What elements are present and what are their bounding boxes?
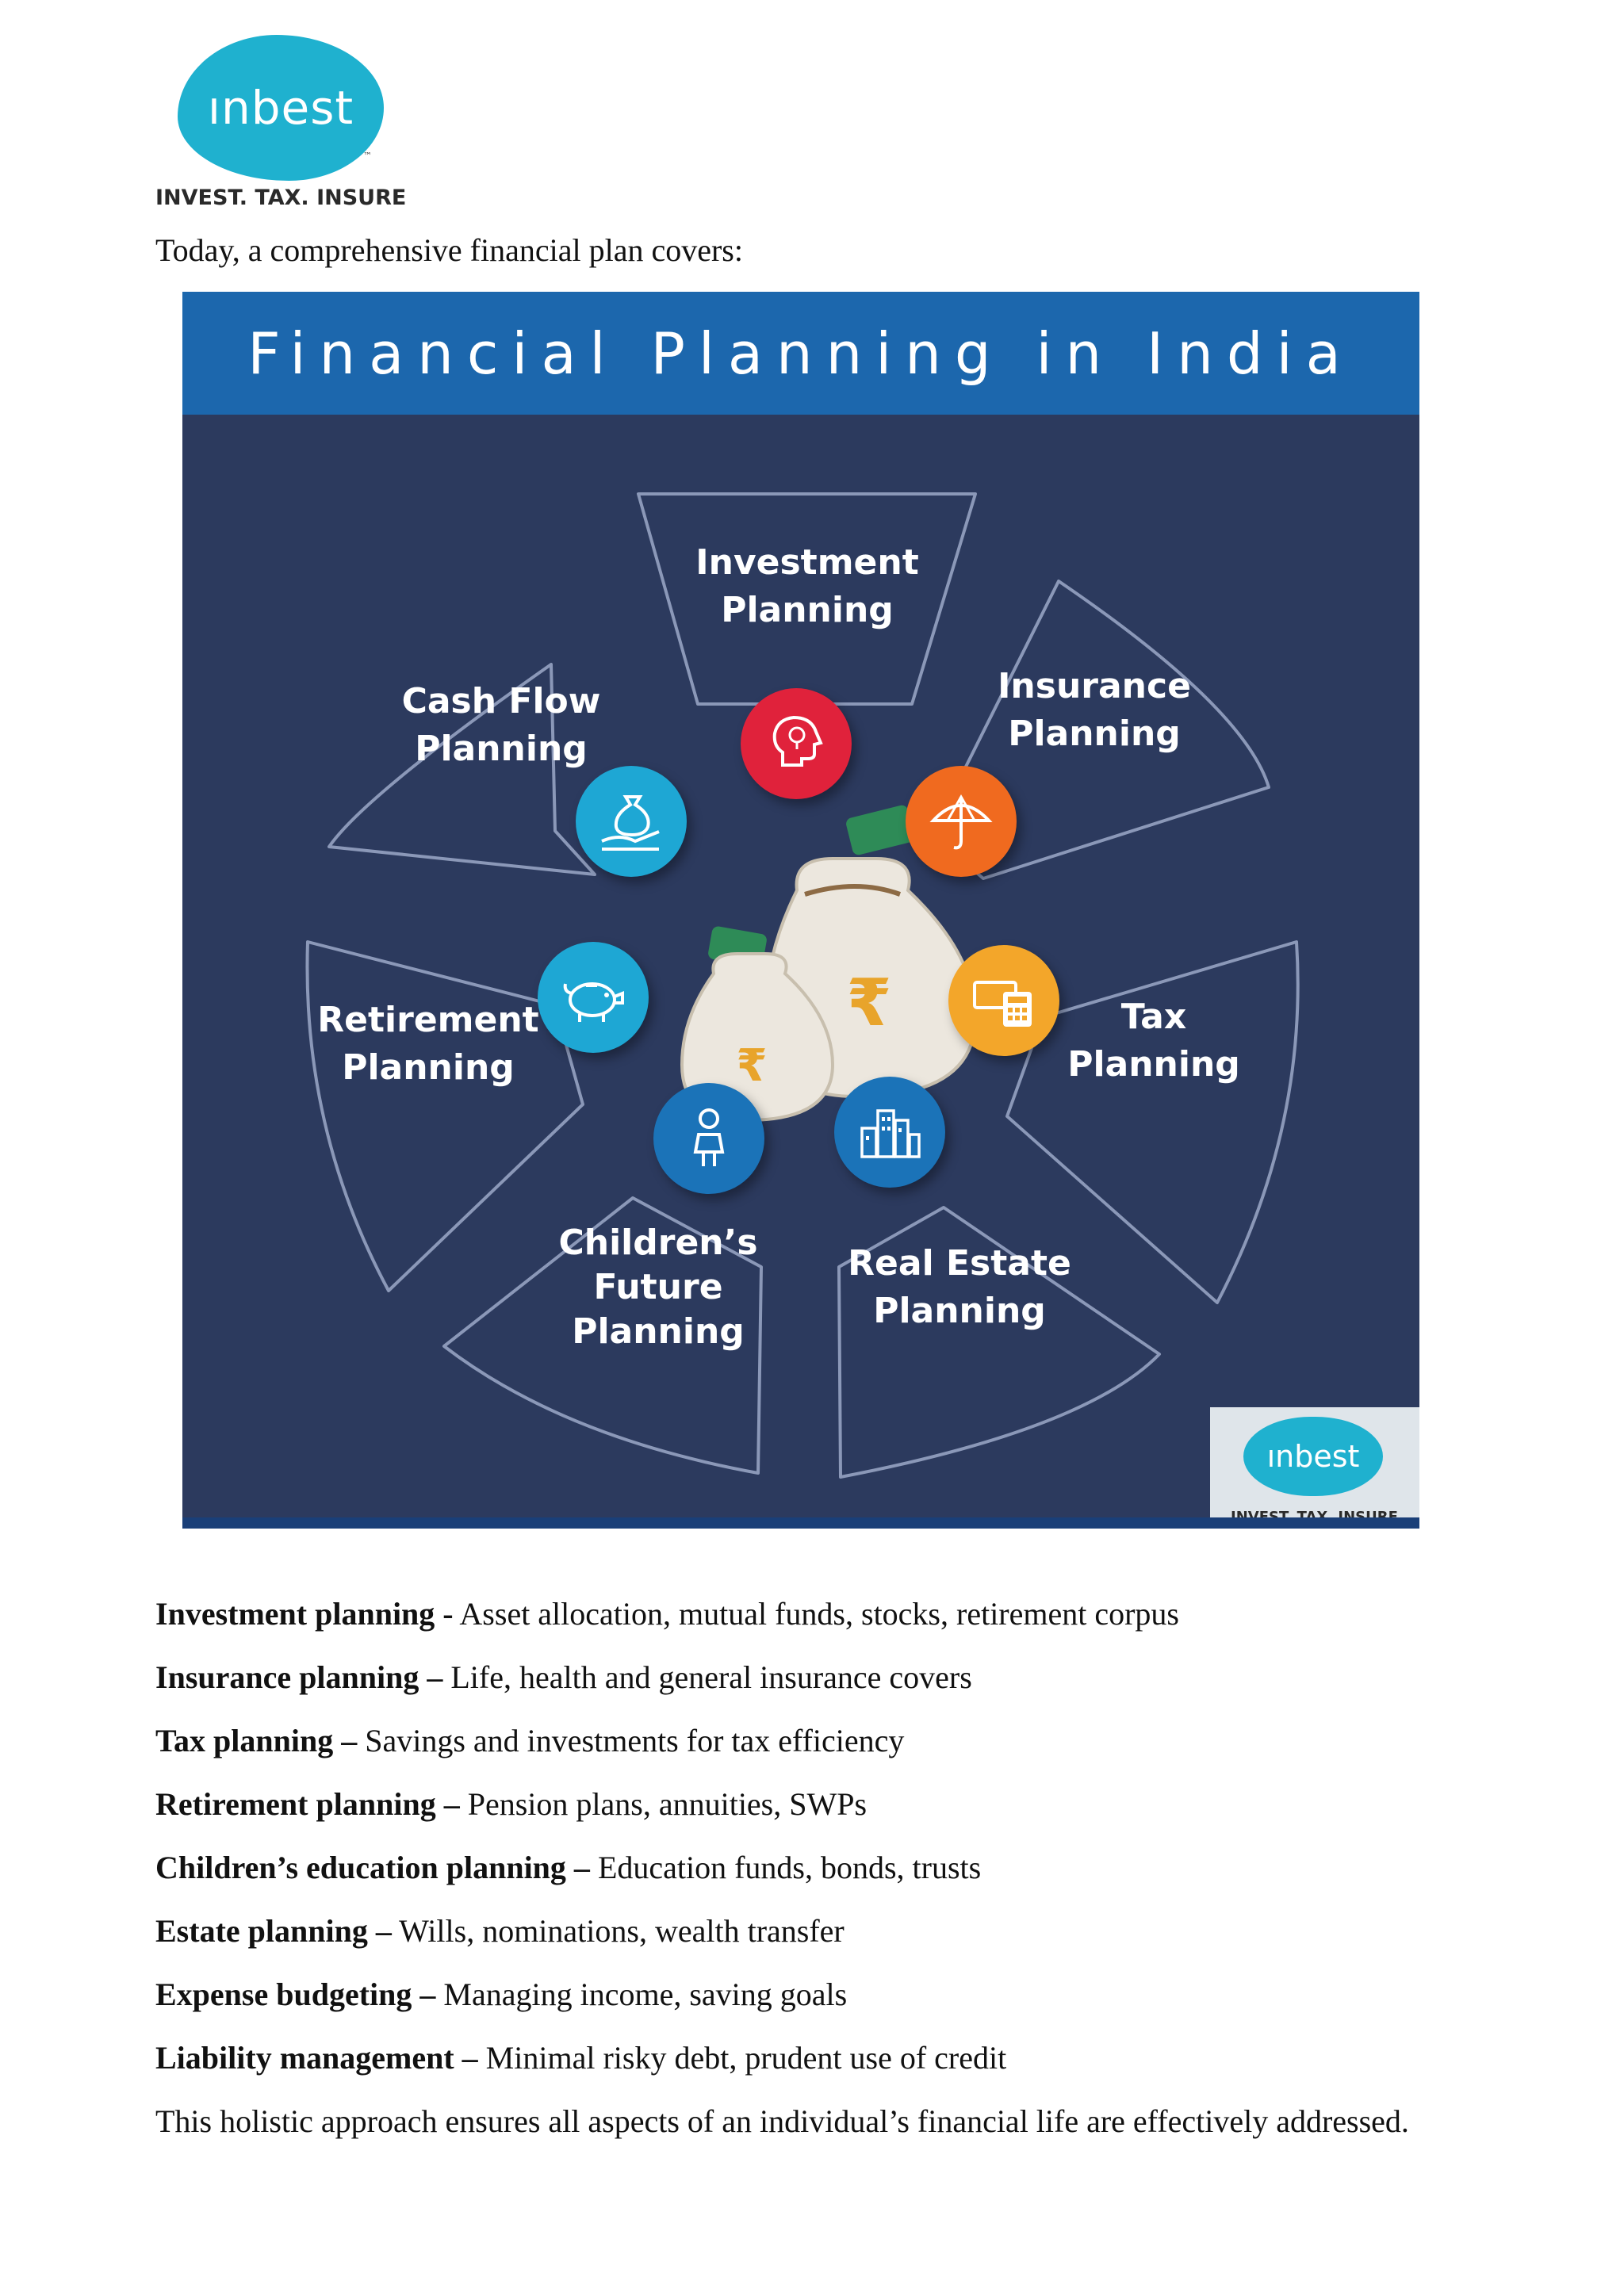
infographic-title: Financial Planning in India: [247, 320, 1354, 387]
list-item: [155, 1659, 1503, 1722]
logo-tagline: INVEST. TAX. INSURE: [155, 186, 407, 210]
item-term: Estate planning –: [155, 1913, 392, 1949]
inbest-watermark: [1210, 1407, 1419, 1529]
item-term: Children’s education planning –: [155, 1850, 590, 1885]
lightbulb-head-icon: [741, 688, 852, 799]
infographic-banner: [182, 292, 1419, 415]
item-term: Liability management –: [155, 2040, 478, 2076]
infographic-bottom-strip: [182, 1517, 1419, 1529]
item-description: Wills, nominations, wealth transfer: [391, 1913, 845, 1949]
segment-label-insurance: Insurance Planning: [998, 666, 1191, 754]
list-item: [155, 1785, 1503, 1849]
piggy-bank-icon: [538, 942, 649, 1053]
segment-label-retirement: Retirement Planning: [317, 1000, 539, 1088]
item-description: Minimal risky debt, prudent use of credit: [477, 2040, 1007, 2076]
buildings-icon: [834, 1077, 945, 1188]
closing-paragraph: This holistic approach ensures all aspects of an individual’s financial life are effectively addressed.: [155, 2103, 1409, 2139]
umbrella-icon: [906, 766, 1017, 877]
logo-wordmark: ınbest: [207, 81, 354, 135]
list-item: [155, 1849, 1503, 1912]
segment-label-real-estate: Real Estate Planning: [848, 1243, 1071, 1331]
item-term: Insurance planning –: [155, 1659, 443, 1695]
segment-label-cash-flow: Cash Flow Planning: [401, 681, 601, 769]
watermark-badge: [1243, 1417, 1383, 1496]
list-item: [155, 2039, 1503, 2103]
item-description: Managing income, saving goals: [435, 1976, 848, 2012]
calculator-cash-icon: [948, 945, 1059, 1056]
logo-badge: [178, 35, 384, 181]
segment-label-children: Children’s Future Planning: [558, 1223, 758, 1352]
financial-planning-infographic: [182, 292, 1419, 1529]
item-description: Education funds, bonds, trusts: [589, 1850, 982, 1885]
list-item: [155, 1722, 1503, 1785]
svg-text:₹: ₹: [736, 1040, 768, 1092]
item-term: Tax planning –: [155, 1723, 358, 1758]
child-icon: [653, 1083, 764, 1194]
segment-label-tax: Tax Planning: [1067, 997, 1240, 1085]
list-item: [155, 1595, 1503, 1659]
item-description: Life, health and general insurance covers: [442, 1659, 972, 1695]
svg-text:₹: ₹: [846, 966, 892, 1041]
item-description: Asset allocation, mutual funds, stocks, retirement corpus: [453, 1596, 1179, 1632]
item-description: Pension plans, annuities, SWPs: [459, 1786, 868, 1822]
intro-text: Today, a comprehensive financial plan covers:: [155, 232, 743, 268]
item-term: Expense budgeting –: [155, 1976, 436, 2012]
list-item: [155, 1976, 1503, 2039]
segment-label-investment: Investment Planning: [695, 542, 919, 630]
money-bag-hand-icon: [576, 766, 687, 877]
item-term: Investment planning -: [155, 1596, 454, 1632]
watermark-wordmark: ınbest: [1266, 1439, 1360, 1474]
item-description: Savings and investments for tax efficiency: [357, 1723, 905, 1758]
logo-trademark: ™: [363, 151, 372, 161]
item-term: Retirement planning –: [155, 1786, 460, 1822]
planning-items-list: [155, 1595, 1503, 2103]
list-item: [155, 1912, 1503, 1976]
